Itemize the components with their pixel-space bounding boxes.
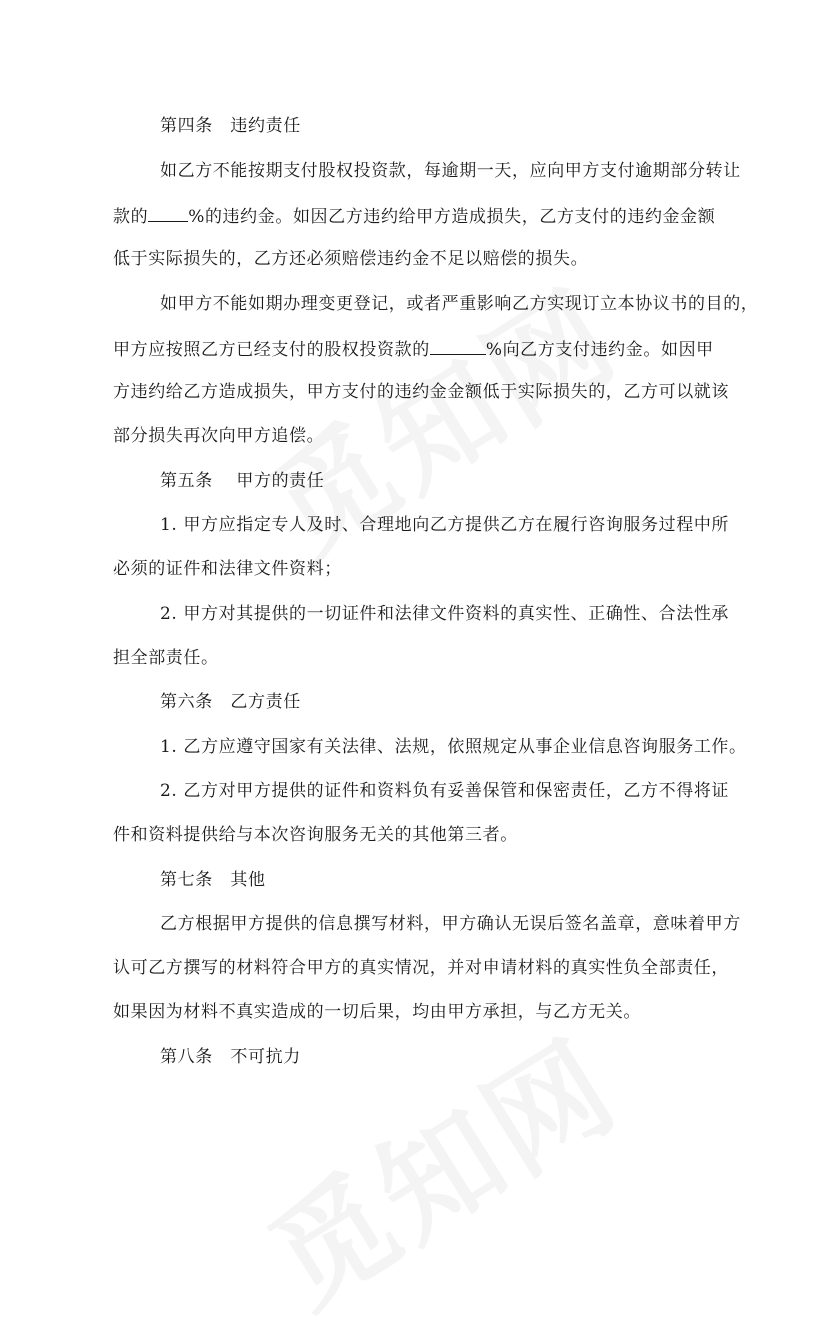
article-5-heading: 第五条 甲方的责任	[160, 471, 325, 491]
paragraph-line: 2. 乙方对甲方提供的证件和资料负有妥善保管和保密责任，乙方不得将证	[160, 781, 730, 801]
paragraph-line: 1. 甲方应指定专人及时、合理地向乙方提供乙方在履行咨询服务过程中所	[160, 515, 730, 535]
article-7-heading: 第七条 其他	[160, 870, 266, 890]
article-4-heading: 第四条 违约责任	[160, 116, 301, 136]
text-fragment: 款的	[113, 207, 149, 227]
paragraph-line: 认可乙方撰写的材料符合甲方的真实情况，并对申请材料的真实性负全部责任，	[113, 958, 729, 978]
article-8-heading: 第八条 不可抗力	[160, 1047, 301, 1067]
text-fragment: %的违约金。如因乙方违约给甲方造成损失，乙方支付的违约金金额	[188, 207, 716, 227]
paragraph-line	[113, 203, 715, 229]
paragraph-line: 2. 甲方对其提供的一切证件和法律文件资料的真实性、正确性、合法性承	[160, 604, 730, 624]
fill-in-blank	[148, 203, 188, 222]
text-fragment: %向乙方支付违约金。如因甲	[485, 340, 714, 360]
paragraph-line: 如果因为材料不真实造成的一切后果，均由甲方承担，与乙方无关。	[113, 1002, 641, 1022]
paragraph-line: 担全部责任。	[113, 648, 219, 668]
fill-in-blank	[430, 336, 486, 355]
paragraph-line: 部分损失再次向甲方追偿。	[113, 426, 325, 446]
article-6-heading: 第六条 乙方责任	[160, 692, 301, 712]
paragraph-line: 如乙方不能按期支付股权投资款，每逾期一天，应向甲方支付逾期部分转让	[160, 161, 741, 181]
paragraph-line	[113, 336, 714, 362]
paragraph-line: 乙方根据甲方提供的信息撰写材料，甲方确认无误后签名盖章，意味着甲方	[160, 914, 741, 934]
paragraph-line: 件和资料提供给与本次咨询服务无关的其他第三者。	[113, 825, 518, 845]
paragraph-line: 如甲方不能如期办理变更登记，或者严重影响乙方实现订立本协议书的目的，	[160, 294, 759, 314]
paragraph-line: 方违约给乙方造成损失，甲方支付的违约金金额低于实际损失的，乙方可以就该	[113, 382, 729, 402]
paragraph-line: 1. 乙方应遵守国家有关法律、法规，依照规定从事企业信息咨询服务工作。	[160, 737, 747, 757]
paragraph-line: 低于实际损失的，乙方还必须赔偿违约金不足以赔偿的损失。	[113, 249, 589, 269]
paragraph-line: 必须的证件和法律文件资料；	[113, 559, 342, 579]
text-fragment: 甲方应按照乙方已经支付的股权投资款的	[113, 340, 430, 360]
